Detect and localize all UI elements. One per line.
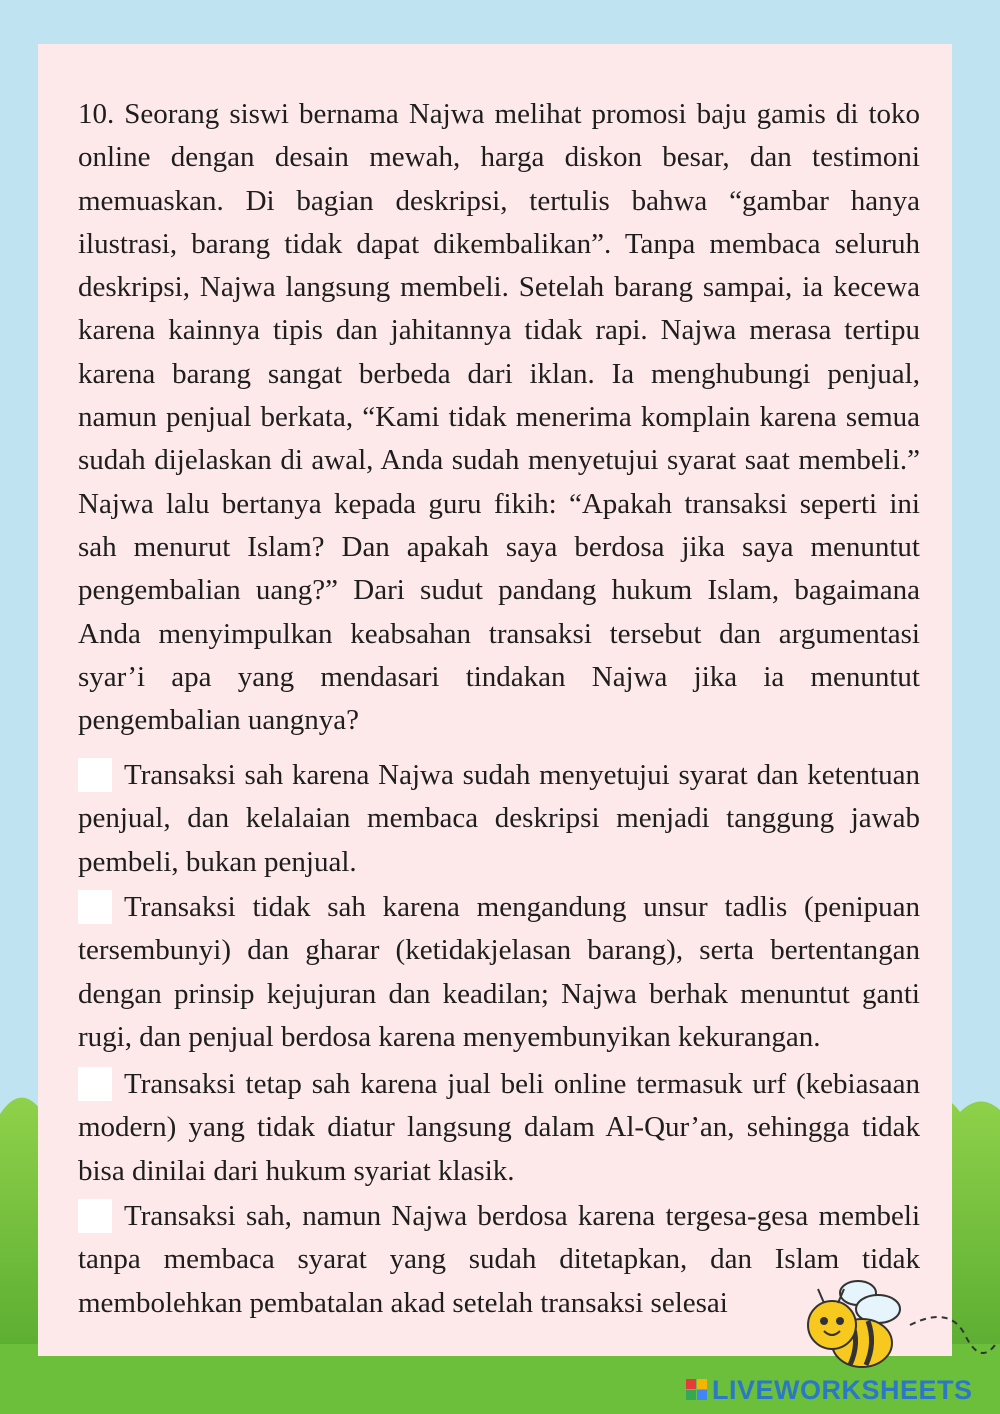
answer-checkbox-b[interactable] — [78, 890, 112, 924]
answer-option-d[interactable] — [78, 1195, 920, 1325]
answer-option-d-text: Transaksi sah, namun Najwa berdosa karena tergesa-gesa membeli tanpa membaca syarat yang sudah ditetapkan, dan Islam tidak membolehkan pembatalan akad setelah transaksi selesai — [78, 1200, 920, 1319]
answer-option-c[interactable] — [78, 1063, 920, 1193]
answer-option-b[interactable] — [78, 886, 920, 1059]
logo-mark-icon — [686, 1379, 708, 1401]
answer-option-c-text: Transaksi tetap sah karena jual beli online termasuk urf (kebiasaan modern) yang tidak diatur langsung dalam Al-Qur’an, sehingga tidak bisa dinilai dari hukum syariat klasik. — [78, 1068, 920, 1187]
answer-checkbox-d[interactable] — [78, 1199, 112, 1233]
bee-icon — [800, 1265, 1000, 1385]
liveworksheets-logo — [686, 1373, 973, 1407]
answer-option-a[interactable] — [78, 754, 920, 884]
answer-option-b-text: Transaksi tidak sah karena mengandung unsur tadlis (penipuan tersembunyi) dan gharar (ketidakjelasan barang), serta bertentangan dengan prinsip kejujuran dan keadilan; Najwa berhak menuntut ganti rugi, dan penjual berdosa karena menyembunyikan kekurangan. — [78, 891, 920, 1053]
answer-checkbox-c[interactable] — [78, 1067, 112, 1101]
question-text: 10. Seorang siswi bernama Najwa melihat promosi baju gamis di toko online dengan desain mewah, harga diskon besar, dan testimoni memuaskan. Di bagian deskripsi, tertulis bahwa “gambar hanya ilustrasi, barang tidak dapat dikembalikan”. Tanpa membaca seluruh deskripsi, Najwa langsung membeli. Setelah barang sampai, ia kecewa karena kainnya tipis dan jahitannya tidak rapi. Najwa merasa tertipu karena barang sangat berbeda dari iklan. Ia menghubungi penjual, namun penjual berkata, “Kami tidak menerima komplain karena semua sudah dijelaskan di awal, Anda sudah menyetujui syarat saat membeli.” Najwa lalu bertanya kepada guru fikih: “Apakah transaksi seperti ini sah menurut Islam? Dan apakah saya berdosa jika saya menuntut pengembalian uang?” Dari sudut pandang hukum Islam, bagaimana Anda menyimpulkan keabsahan transaksi tersebut dan argumentasi syar’i apa yang mendasari tindakan Najwa jika ia menuntut pengembalian uangnya? — [78, 98, 920, 737]
answer-checkbox-a[interactable] — [78, 758, 112, 792]
logo-text: LIVEWORKSHEETS — [712, 1374, 973, 1405]
answer-option-a-text: Transaksi sah karena Najwa sudah menyetujui syarat dan ketentuan penjual, dan kelalaian membaca deskripsi menjadi tanggung jawab pembeli, bukan penjual. — [78, 759, 920, 878]
